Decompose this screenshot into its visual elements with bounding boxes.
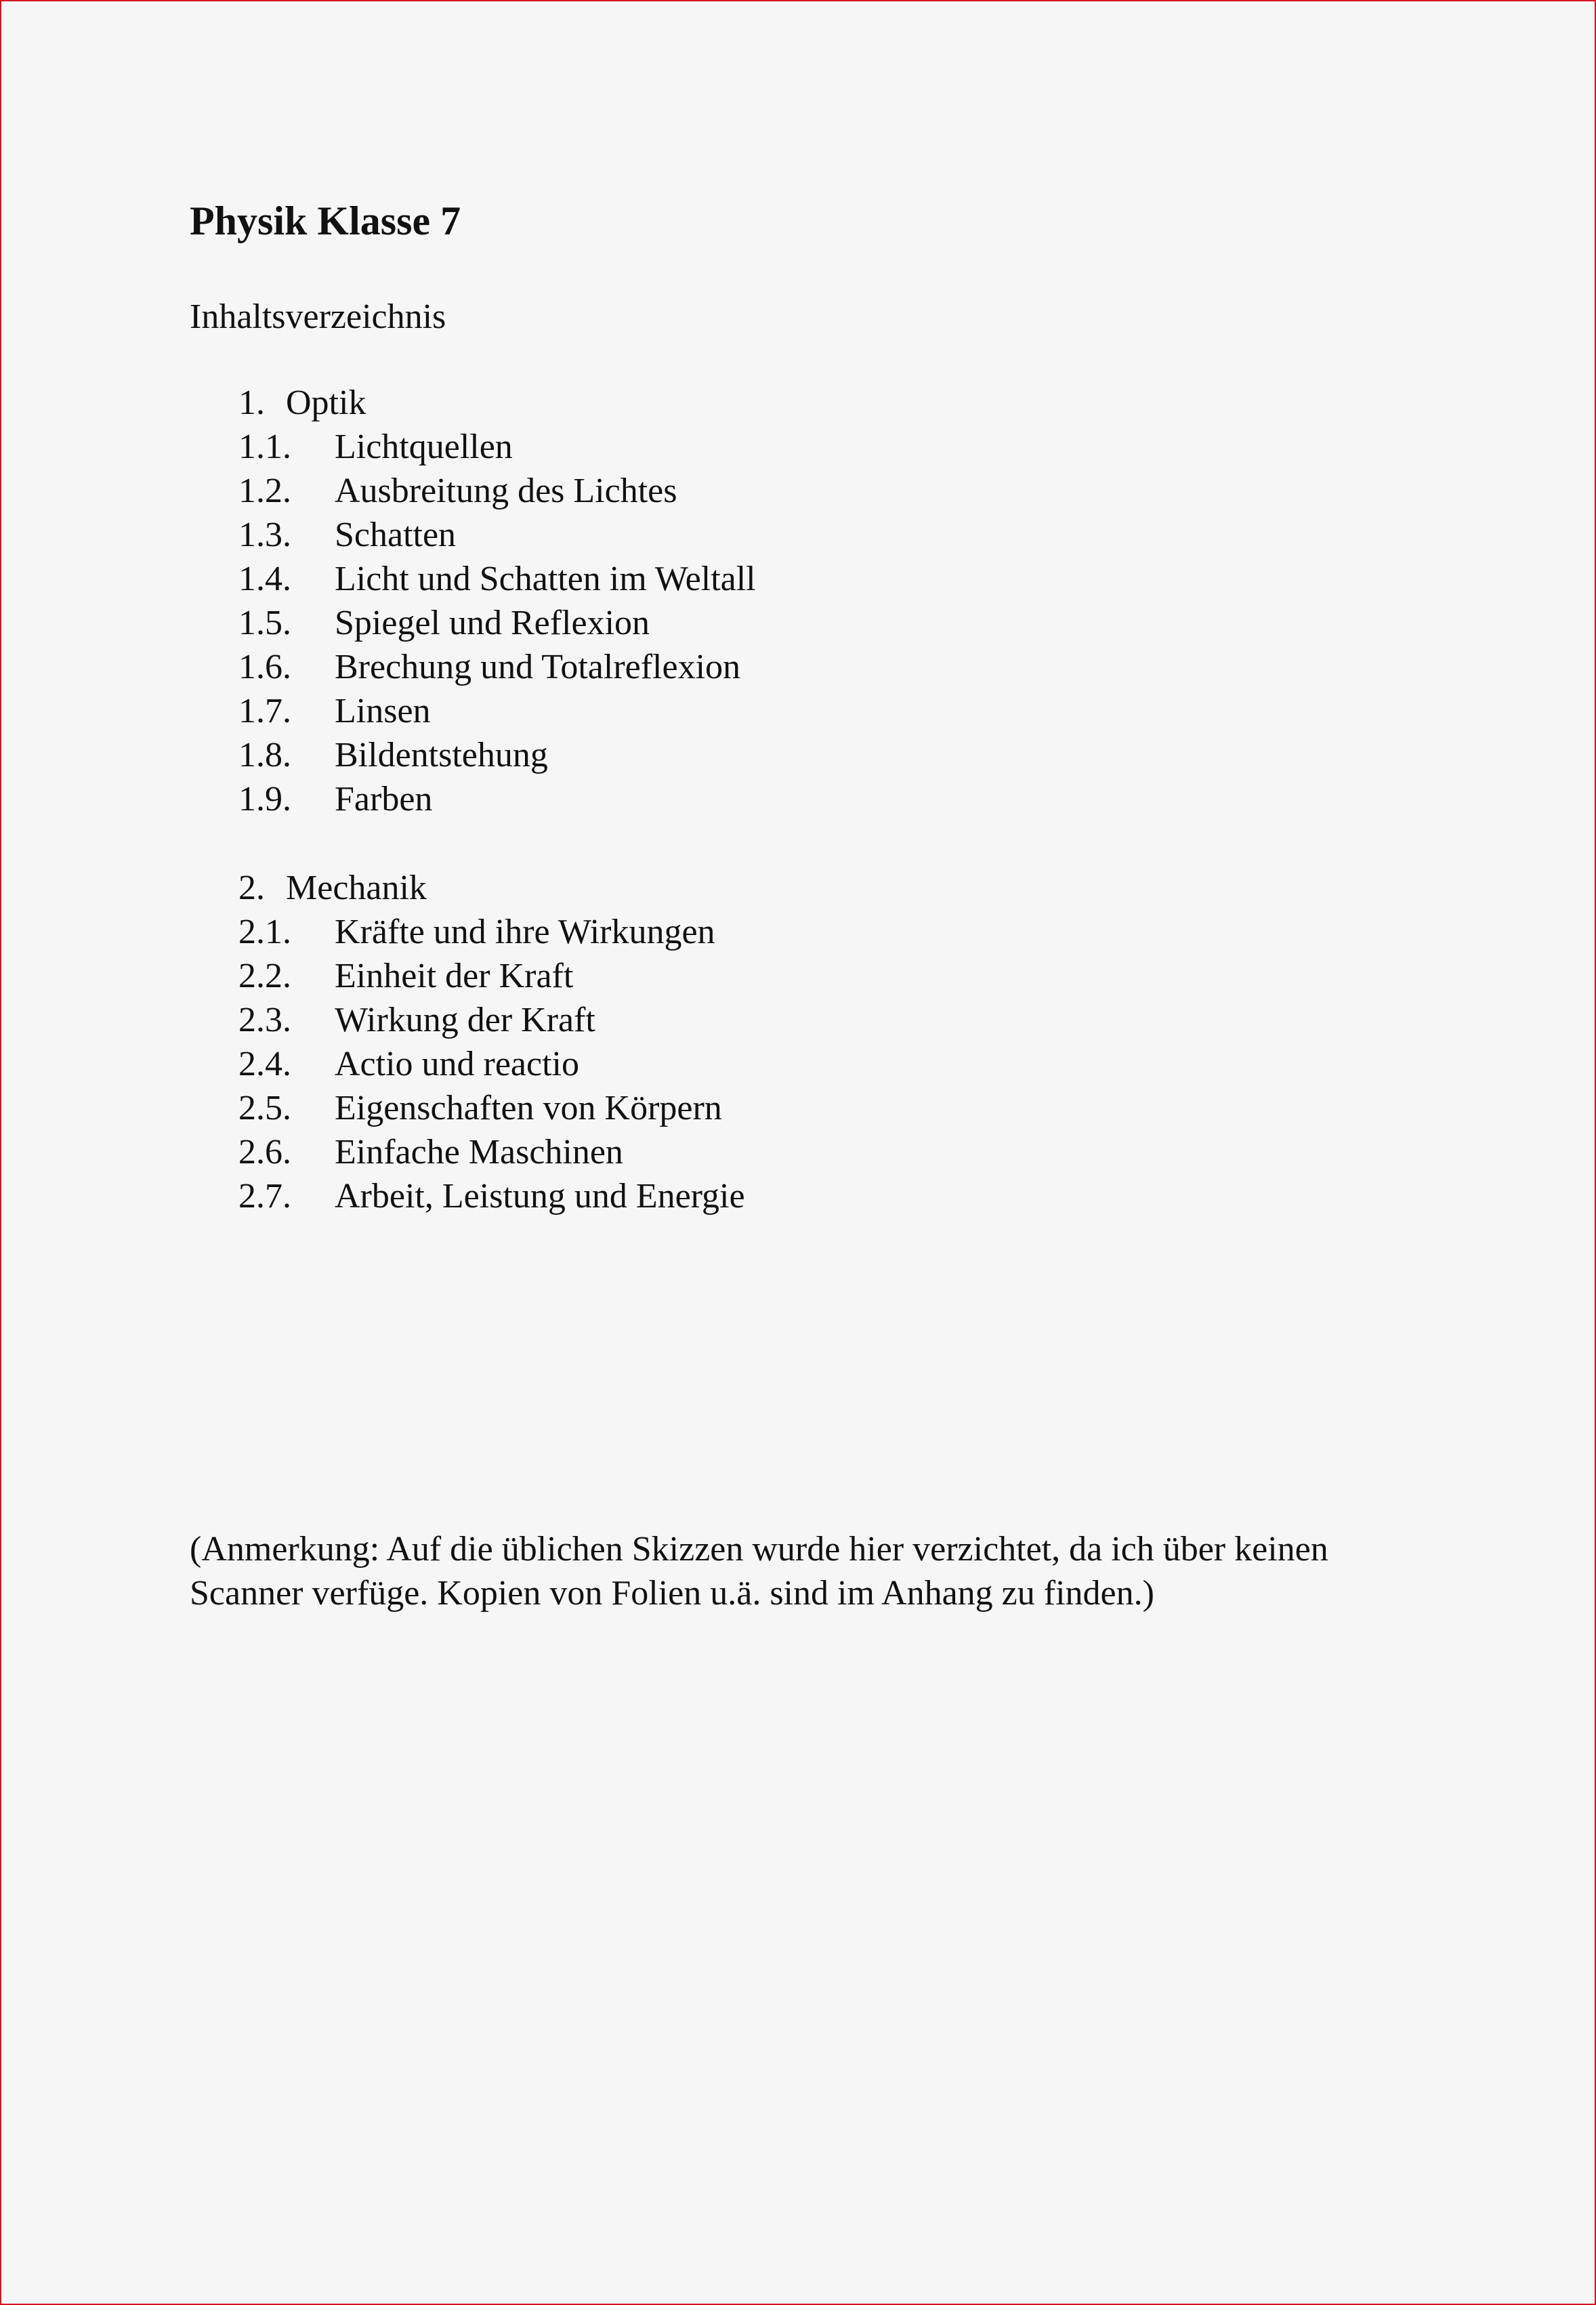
entry-label: Schatten [335, 516, 457, 554]
section-number: 2. [238, 869, 265, 907]
entry-label: Spiegel und Reflexion [335, 604, 650, 642]
entry-label: Brechung und Totalreflexion [335, 648, 741, 686]
table-of-contents-heading: Inhaltsverzeichnis [190, 297, 446, 336]
entry-number: 1.8. [238, 736, 291, 774]
section-number: 1. [238, 383, 265, 422]
entry-label: Wirkung der Kraft [335, 1001, 595, 1039]
entry-number: 2.5. [238, 1089, 291, 1127]
toc-entry [190, 513, 1341, 557]
toc-entry [190, 910, 1341, 954]
note-line-2: Scanner verfüge. Kopien von Folien u.ä. sind im Anhang zu finden.) [190, 1574, 1154, 1613]
toc-entry [190, 954, 1341, 998]
toc-entry [190, 1130, 1341, 1174]
toc-entry [190, 1086, 1341, 1130]
toc-entry [190, 601, 1341, 645]
entry-number: 2.4. [238, 1045, 291, 1083]
toc-entry [190, 557, 1341, 601]
entry-label: Ausbreitung des Lichtes [335, 472, 677, 510]
entry-number: 1.1. [238, 428, 291, 466]
entry-label: Einheit der Kraft [335, 957, 574, 995]
toc-entry [190, 998, 1341, 1042]
entry-label: Eigenschaften von Körpern [335, 1089, 722, 1127]
toc-entry [190, 1174, 1341, 1218]
document-title: Physik Klasse 7 [190, 199, 461, 243]
entry-number: 2.7. [238, 1177, 291, 1216]
entry-label: Bildentstehung [335, 736, 548, 774]
annotation-note [190, 1527, 1477, 1615]
toc-section-heading [190, 381, 1341, 425]
entry-number: 2.6. [238, 1133, 291, 1171]
entry-number: 1.7. [238, 692, 291, 730]
toc-section-heading [190, 866, 1341, 910]
entry-number: 1.2. [238, 472, 291, 510]
entry-label: Licht und Schatten im Weltall [335, 560, 756, 598]
entry-number: 1.4. [238, 560, 291, 598]
entry-number: 1.6. [238, 648, 291, 686]
toc-section-optik [190, 381, 1341, 821]
entry-number: 2.2. [238, 957, 291, 995]
entry-number: 2.3. [238, 1001, 291, 1039]
toc-entry [190, 1042, 1341, 1086]
toc-entry [190, 733, 1341, 777]
entry-label: Arbeit, Leistung und Energie [335, 1177, 745, 1216]
entry-label: Lichtquellen [335, 428, 513, 466]
entry-number: 1.9. [238, 780, 291, 818]
entry-label: Linsen [335, 692, 431, 730]
section-label: Mechanik [286, 869, 427, 907]
toc-section-mechanik [190, 866, 1341, 1218]
toc-entry [190, 777, 1341, 821]
entry-label: Kräfte und ihre Wirkungen [335, 913, 715, 951]
section-label: Optik [286, 383, 366, 422]
toc-entry [190, 425, 1341, 469]
entry-number: 1.5. [238, 604, 291, 642]
entry-number: 2.1. [238, 913, 291, 951]
toc-entry [190, 689, 1341, 733]
note-line-1: (Anmerkung: Auf die üblichen Skizzen wurde hier verzichtet, da ich über keinen [190, 1530, 1328, 1569]
entry-label: Farben [335, 780, 433, 818]
toc-entry [190, 645, 1341, 689]
entry-label: Einfache Maschinen [335, 1133, 623, 1171]
entry-label: Actio und reactio [335, 1045, 579, 1083]
toc-entry [190, 469, 1341, 513]
entry-number: 1.3. [238, 516, 291, 554]
